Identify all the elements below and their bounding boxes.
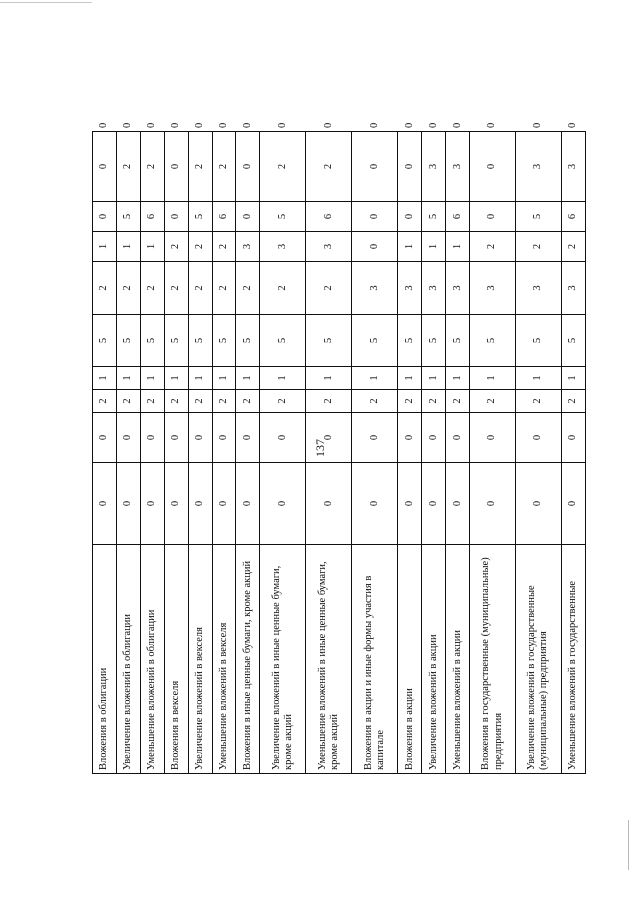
code-digit-cell: 0 xyxy=(398,132,422,202)
code-digit-cell: 0 xyxy=(470,463,516,545)
code-digit-cell: 0 xyxy=(140,463,164,545)
code-digit-cell: 0 xyxy=(398,413,422,463)
code-digit-cell: 2 xyxy=(212,132,236,202)
code-digit-cell: 0 xyxy=(398,202,422,232)
code-digit-cell: 5 xyxy=(116,202,140,232)
code-digit-cell: 3 xyxy=(398,262,422,315)
code-digit-cell: 2 xyxy=(306,262,352,315)
code-digit-cell: 5 xyxy=(164,315,188,367)
code-digit-cell: 2 xyxy=(470,232,516,262)
code-digit-cell: 3 xyxy=(422,132,446,202)
code-digit-cell: 2 xyxy=(140,132,164,202)
row-label: Уменьшение вложений в иные ценные бумаги, кроме акций xyxy=(306,545,352,774)
code-digit-cell: 0 xyxy=(446,413,470,463)
code-digit-cell: 0 xyxy=(236,463,260,545)
code-digit-cell: 2 xyxy=(188,390,212,413)
code-digit-cell: 0 xyxy=(352,132,398,202)
code-digit-cell: 0 xyxy=(212,413,236,463)
table-row: Вложения в государственные (муниципальные) предприятия 0 0 2 1 5 3 2 0 0 0 xyxy=(470,132,516,774)
code-digit-cell: 0 xyxy=(212,463,236,545)
code-digit-cell: 1 xyxy=(561,367,585,390)
code-digit-cell: 5 xyxy=(188,202,212,232)
table-row: Увеличение вложений в иные ценные бумаги, кроме акций 0 0 2 1 5 2 3 5 2 0 xyxy=(260,132,306,774)
code-digit-cell: 2 xyxy=(188,232,212,262)
code-digit-cell: 2 xyxy=(422,390,446,413)
row-label: Вложения в векселя xyxy=(164,545,188,774)
code-digit-cell: 0 xyxy=(422,463,446,545)
code-digit-cell: 0 xyxy=(470,413,516,463)
code-digit-cell: 6 xyxy=(446,202,470,232)
code-digit-cell: 0 xyxy=(164,202,188,232)
code-digit-cell: 0 xyxy=(352,463,398,545)
code-digit-cell: 0 xyxy=(516,463,562,545)
row-label: Вложения в государственные (муниципальные) предприятия xyxy=(470,545,516,774)
code-digit-cell: 5 xyxy=(306,315,352,367)
code-digit-cell: 2 xyxy=(164,262,188,315)
code-digit-cell: 1 xyxy=(140,367,164,390)
code-digit-cell: 5 xyxy=(398,315,422,367)
row-label: Увеличение вложений в акции xyxy=(422,545,446,774)
code-digit-cell: 1 xyxy=(236,367,260,390)
code-digit-cell: 1 xyxy=(516,367,562,390)
row-label: Уменьшение вложений в государственные xyxy=(561,545,585,774)
code-digit-cell: 0 xyxy=(422,413,446,463)
code-digit-cell: 2 xyxy=(470,390,516,413)
code-digit-cell: 2 xyxy=(260,262,306,315)
code-digit-cell: 0 xyxy=(352,413,398,463)
row-label: Увеличение вложений в векселя xyxy=(188,545,212,774)
row-label: Уменьшение вложений в векселя xyxy=(212,545,236,774)
table-row: Уменьшение вложений в векселя 0 0 2 1 5 2 2 6 2 0 xyxy=(212,132,236,774)
code-digit-cell: 2 xyxy=(212,232,236,262)
account-codes-table xyxy=(92,122,586,774)
code-digit-cell: 1 xyxy=(116,367,140,390)
code-digit-cell: 3 xyxy=(561,132,585,202)
table-body xyxy=(93,122,586,774)
table-row: Увеличение вложений в векселя 0 0 2 1 5 2 2 5 2 0 xyxy=(188,132,212,774)
code-digit-cell: 6 xyxy=(212,202,236,232)
code-digit-cell: 0 xyxy=(306,413,352,463)
code-digit-cell: 0 xyxy=(164,413,188,463)
table-frame xyxy=(92,122,586,774)
code-digit-cell: 0 xyxy=(236,202,260,232)
table-row: Уменьшение вложений в облигации 0 0 2 1 5 2 1 6 2 0 xyxy=(140,132,164,774)
row-label: Вложения в акции xyxy=(398,545,422,774)
code-digit-cell: 5 xyxy=(561,315,585,367)
code-digit-cell: 2 xyxy=(93,262,117,315)
code-digit-cell: 1 xyxy=(398,367,422,390)
row-label: Вложения в иные ценные бумаги, кроме акций xyxy=(236,545,260,774)
code-digit-cell: 5 xyxy=(93,315,117,367)
code-digit-cell: 2 xyxy=(116,132,140,202)
code-digit-cell: 0 xyxy=(561,413,585,463)
table-row: Вложения в иные ценные бумаги, кроме акций 0 0 2 1 5 2 3 0 0 0 xyxy=(236,132,260,774)
code-digit-cell: 0 xyxy=(140,413,164,463)
code-digit-cell: 2 xyxy=(306,132,352,202)
table-row: Вложения в векселя 0 0 2 1 5 2 2 0 0 0 xyxy=(164,132,188,774)
code-digit-cell: 1 xyxy=(422,232,446,262)
code-digit-cell: 1 xyxy=(212,367,236,390)
code-digit-cell: 0 xyxy=(446,463,470,545)
code-digit-cell: 2 xyxy=(561,390,585,413)
code-digit-cell: 5 xyxy=(516,202,562,232)
table-row: Вложения в акции и иные формы участия в капитале 0 0 2 1 5 3 0 0 0 0 xyxy=(352,132,398,774)
code-digit-cell: 5 xyxy=(352,315,398,367)
code-digit-cell: 2 xyxy=(516,390,562,413)
row-label: Вложения в облигации xyxy=(93,545,117,774)
code-digit-cell: 0 xyxy=(116,463,140,545)
code-digit-cell: 2 xyxy=(164,390,188,413)
code-digit-cell: 2 xyxy=(446,390,470,413)
code-digit-cell: 0 xyxy=(516,413,562,463)
row-label: Увеличение вложений в облигации xyxy=(116,545,140,774)
code-digit-cell: 5 xyxy=(422,315,446,367)
code-digit-cell: 0 xyxy=(236,413,260,463)
code-digit-cell: 0 xyxy=(260,413,306,463)
code-digit-cell: 2 xyxy=(260,132,306,202)
code-digit-cell: 2 xyxy=(188,262,212,315)
row-label: Уменьшение вложений в акции xyxy=(446,545,470,774)
code-digit-cell: 5 xyxy=(236,315,260,367)
code-digit-cell: 5 xyxy=(470,315,516,367)
code-digit-cell: 2 xyxy=(116,390,140,413)
code-digit-cell: 0 xyxy=(236,132,260,202)
code-digit-cell: 0 xyxy=(470,132,516,202)
code-digit-cell: 0 xyxy=(164,132,188,202)
code-digit-cell: 0 xyxy=(470,202,516,232)
scan-edge-line xyxy=(0,2,92,3)
code-digit-cell: 2 xyxy=(212,262,236,315)
code-digit-cell: 5 xyxy=(446,315,470,367)
code-digit-cell: 3 xyxy=(516,132,562,202)
code-digit-cell: 0 xyxy=(352,232,398,262)
code-digit-cell: 2 xyxy=(188,132,212,202)
code-digit-cell: 0 xyxy=(93,463,117,545)
code-digit-cell: 3 xyxy=(470,262,516,315)
code-digit-cell: 3 xyxy=(306,232,352,262)
page-number: 137 xyxy=(313,439,327,457)
code-digit-cell: 0 xyxy=(260,463,306,545)
code-digit-cell: 3 xyxy=(260,232,306,262)
code-digit-cell: 1 xyxy=(164,367,188,390)
code-digit-cell: 2 xyxy=(212,390,236,413)
code-digit-cell: 5 xyxy=(260,202,306,232)
code-digit-cell: 2 xyxy=(93,390,117,413)
code-digit-cell: 1 xyxy=(260,367,306,390)
code-digit-cell: 0 xyxy=(116,413,140,463)
code-digit-cell: 3 xyxy=(236,232,260,262)
code-digit-cell: 0 xyxy=(93,202,117,232)
code-digit-cell: 1 xyxy=(116,232,140,262)
code-digit-cell: 0 xyxy=(93,413,117,463)
code-digit-cell: 5 xyxy=(260,315,306,367)
code-digit-cell: 2 xyxy=(236,262,260,315)
code-digit-cell: 3 xyxy=(446,262,470,315)
code-digit-cell: 0 xyxy=(561,463,585,545)
code-digit-cell: 6 xyxy=(561,202,585,232)
table-row: Уменьшение вложений в акции 0 0 2 1 5 3 1 6 3 0 xyxy=(446,132,470,774)
code-digit-cell: 1 xyxy=(446,367,470,390)
code-digit-cell: 0 xyxy=(93,132,117,202)
code-digit-cell: 2 xyxy=(516,232,562,262)
code-digit-cell: 5 xyxy=(422,202,446,232)
table-row: Увеличение вложений в облигации 0 0 2 1 5 2 1 5 2 0 xyxy=(116,132,140,774)
code-digit-cell: 0 xyxy=(164,463,188,545)
code-digit-cell: 1 xyxy=(398,232,422,262)
table-row: Уменьшение вложений в иные ценные бумаги, кроме акций 0 0 2 1 5 2 3 6 2 0 xyxy=(306,132,352,774)
table-row: Увеличение вложений в государственные (муниципальные) предприятия 0 0 2 1 5 3 2 5 3 0 xyxy=(516,132,562,774)
code-digit-cell: 6 xyxy=(306,202,352,232)
code-digit-cell: 3 xyxy=(352,262,398,315)
code-digit-cell: 3 xyxy=(446,132,470,202)
row-label: Вложения в акции и иные формы участия в капитале xyxy=(352,545,398,774)
scan-margin-mark xyxy=(628,820,629,870)
code-digit-cell: 3 xyxy=(561,262,585,315)
code-digit-cell: 0 xyxy=(188,463,212,545)
code-digit-cell: 5 xyxy=(140,315,164,367)
code-digit-cell: 1 xyxy=(93,367,117,390)
code-digit-cell: 0 xyxy=(306,463,352,545)
code-digit-cell: 5 xyxy=(212,315,236,367)
code-digit-cell: 2 xyxy=(140,390,164,413)
code-digit-cell: 6 xyxy=(140,202,164,232)
code-digit-cell: 1 xyxy=(352,367,398,390)
code-digit-cell: 0 xyxy=(188,413,212,463)
row-label: Увеличение вложений в иные ценные бумаги, кроме акций xyxy=(260,545,306,774)
code-digit-cell: 2 xyxy=(352,390,398,413)
code-digit-cell: 2 xyxy=(236,390,260,413)
table-row: Уменьшение вложений в государственные 0 0 2 1 5 3 2 6 3 0 xyxy=(561,132,585,774)
code-digit-cell: 5 xyxy=(188,315,212,367)
code-digit-cell: 2 xyxy=(116,262,140,315)
code-digit-cell: 3 xyxy=(422,262,446,315)
code-digit-cell: 1 xyxy=(446,232,470,262)
row-label: Увеличение вложений в государственные (муниципальные) предприятия xyxy=(516,545,562,774)
code-digit-cell: 1 xyxy=(470,367,516,390)
code-digit-cell: 1 xyxy=(306,367,352,390)
code-digit-cell: 2 xyxy=(260,390,306,413)
code-digit-cell: 2 xyxy=(306,390,352,413)
code-digit-cell: 0 xyxy=(352,202,398,232)
code-digit-cell: 2 xyxy=(398,390,422,413)
row-label: Уменьшение вложений в облигации xyxy=(140,545,164,774)
code-digit-cell: 1 xyxy=(93,232,117,262)
code-digit-cell: 5 xyxy=(516,315,562,367)
code-digit-cell: 1 xyxy=(422,367,446,390)
code-digit-cell: 2 xyxy=(561,232,585,262)
code-digit-cell: 1 xyxy=(188,367,212,390)
rotated-table-container xyxy=(92,122,586,774)
code-digit-cell: 5 xyxy=(116,315,140,367)
code-digit-cell: 2 xyxy=(140,262,164,315)
code-digit-cell: 1 xyxy=(140,232,164,262)
table-row: Вложения в акции 0 0 2 1 5 3 1 0 0 0 xyxy=(398,132,422,774)
code-digit-cell: 0 xyxy=(398,463,422,545)
code-digit-cell: 2 xyxy=(164,232,188,262)
code-digit-cell: 3 xyxy=(516,262,562,315)
table-row: Вложения в облигации 0 0 2 1 5 2 1 0 0 0 xyxy=(93,132,117,774)
table-row: Увеличение вложений в акции 0 0 2 1 5 3 1 5 3 0 xyxy=(422,132,446,774)
